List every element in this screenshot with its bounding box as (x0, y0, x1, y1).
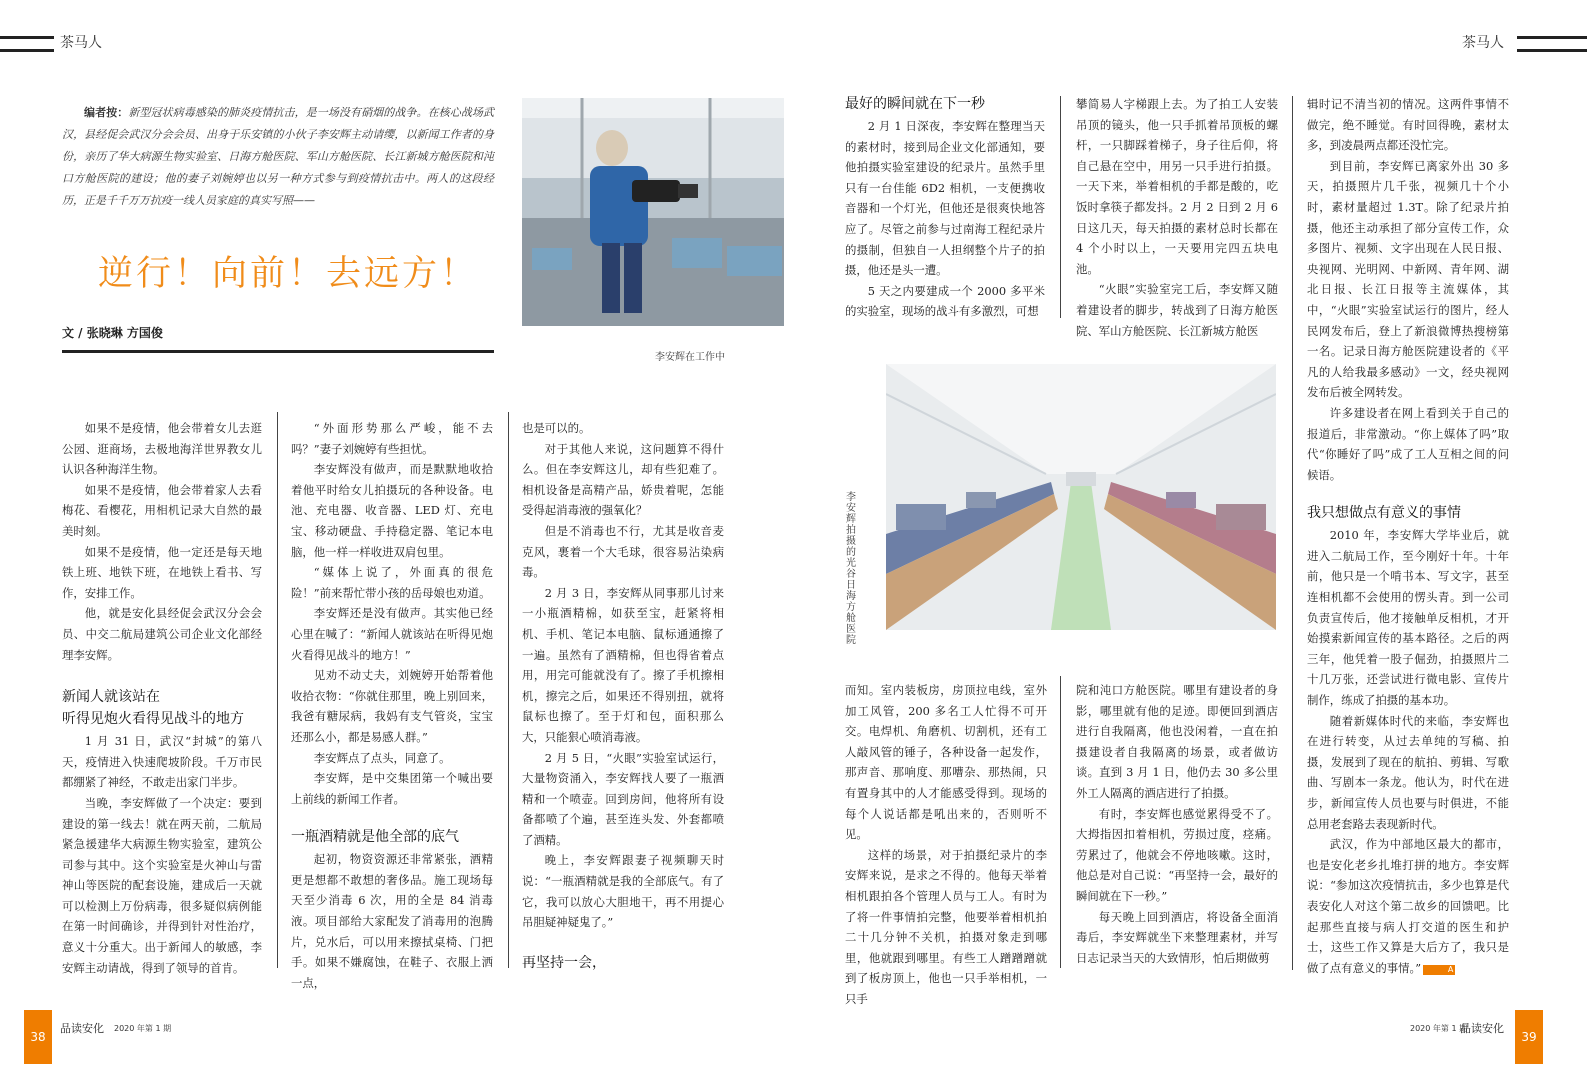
byline: 文 / 张晓琳 方国俊 (62, 326, 163, 340)
paragraph: 2 月 5 日，“火眼”实验室试运行，大量物资涌入，李安辉找人要了一瓶酒精和一个喷壶。回到房间，他将所有设备都喷了个遍，甚至连头发、外套都喷了酒精。 (522, 750, 724, 847)
section-label-left: 茶马人 (60, 35, 102, 51)
subheading: 最好的瞬间就在下一秒 (845, 96, 985, 112)
paragraph: 当晚，李安辉做了一个决定：要到建设的第一线去！就在两天前，二航局紧急援建华大病源生物实验室，建筑公司参与其中。这个实验室是火神山与雷神山等医院的配套设施，建成后一天就可以检测上万份病毒，很多疑似病例能在第一时间确诊，并得到针对性治疗，意义十分重大。出于新闻人的敏感，李安辉主动请战，得到了领导的首肯。 (62, 795, 262, 975)
paragraph: 随着新媒体时代的来临，李安辉也在进行转变，从过去单纯的写稿、拍摄，发展到了现在的航拍、剪辑、写歌曲、写剧本一条龙。他认为，时代在进步，新闻宣传人员也要与时俱进，不能总用老套路去表现新时代。 (1307, 713, 1509, 831)
column-2 (291, 418, 493, 993)
column-divider (508, 412, 509, 968)
paragraph: 2010 年，李安辉大学毕业后，就进入二航局工作，至今刚好十年。十年前，他只是一个啃书本、写文字，甚至连相机都不会使用的愣头青。到一公司负责宣传后，他才接触单反相机，才开始摸索新闻宣传的基本路径。之后的两三年，他凭着一股子倔劲，拍摄照片二十几万张，还尝试进行微电影、宣传片制作，练成了拍摄的基本功。 (1307, 528, 1509, 708)
headline: 逆行！向前！去远方！ (98, 254, 479, 294)
paragraph: 1 月 31 日，武汉“封城”的第八天，疫情进入快速爬坡阶段。千万市民都绷紧了神经，不敢走出家门半步。 (62, 734, 262, 790)
column-1 (62, 418, 262, 978)
paragraph: 但是不消毒也不行，尤其是收音麦克风，裹着一个大毛球，很容易沾染病毒。 (522, 523, 724, 580)
paragraph: 晚上，李安辉跟妻子视频聊天时说：“一瓶酒精就是我的全部底气。有了它，我可以放心大胆地干，再不用提心吊胆疑神疑鬼了。” (522, 853, 724, 930)
paragraph: 也是可以的。 (522, 421, 591, 435)
subheading-line1: 新闻人就该站在 (62, 689, 160, 706)
column-7 (845, 680, 1047, 1010)
subheading: 我只想做点有意义的事情 (1307, 505, 1461, 522)
paragraph: 对于其他人来说，这问题算不得什么。但在李安辉这儿，却有些犯难了。相机设备是高精产品，娇贵着呢，怎能受得起消毒液的强氧化？ (522, 441, 724, 518)
photo-photographer-at-work (522, 98, 784, 326)
paragraph: 如果不是疫情，他一定还是每天地铁上班、地铁下班，在地铁上看书、写作，安排工作。 (62, 544, 262, 600)
column-8 (1076, 680, 1278, 968)
column-5 (1076, 94, 1278, 341)
paragraph: 李安辉，是中交集团第一个喊出要上前线的新闻工作者。 (291, 771, 493, 806)
paragraph: 如果不是疫情，他会带着女儿去逛公园、逛商场，去极地海洋世界教女儿认识各种海洋生物。 (62, 421, 262, 477)
header-rule-right (1517, 36, 1587, 52)
paragraph: 2 月 1 日深夜，李安辉在整理当天的素材时，接到局企业文化部通知，要他拍摄实验室建设的纪录片。虽然手里只有一台佳能 6D2 相机，一支便携收音器和一个灯光，但他还是很爽快地答应了。尽管之前参与过南海工程纪录片的摄制，但独自一人担纲整个片子的拍摄，他还是头一遭。 (845, 119, 1045, 278)
paragraph: 李安辉还是没有做声。其实他已经心里在喊了：“新闻人就该站在听得见炮火看得见战斗的地方！” (291, 606, 493, 662)
paragraph: 院和沌口方舱医院。哪里有建设者的身影，哪里就有他的足迹。即便回到酒店进行自我隔离，他也没闲着，一直在拍摄建设者自我隔离的场景，或者做访谈。直到 3 月 1 日，他仍去 30 多公里外工人隔离的酒店进行了拍摄。 (1076, 683, 1278, 800)
paragraph: 5 天之内要建成一个 2000 多平米的实验室，现场的战斗有多激烈，可想 (845, 283, 1045, 319)
end-mark: A (1423, 965, 1455, 975)
mid-photo-caption: 李安辉拍摄的光谷日海方舱医院 (846, 492, 856, 646)
column-divider (1060, 96, 1061, 318)
paragraph: 到目前，李安辉已离家外出 30 多天，拍摄照片几千张，视频几十个小时，素材量超过 1.3T。除了纪录片拍摄，他还主动承担了部分宣传工作，众多图片、视频、文字出现在人民日报、央视网、光明网、中新网、青年网、湖北日报、长江日报等主流媒体，其中，“火眼”实验室试运行的图片，经人民网发布后，登上了新浪微博热搜榜第一名。记录日海方舱医院建设者的《平凡的人给我最多感动》一文，经央视网发布后被全网转发。 (1307, 158, 1509, 400)
paragraph: “火眼”实验室完工后，李安辉又随着建设者的脚步，转战到了日海方舱医院、军山方舱医院、长江新城方舱医 (1076, 282, 1278, 338)
top-photo-caption: 李安辉在工作中 (655, 352, 725, 363)
section-label-right: 茶马人 (1462, 35, 1504, 51)
page-number-left: 38 (24, 1010, 52, 1064)
paragraph: 许多建设者在网上看到关于自己的报道后，非常激动。“你上媒体了吗”取代“你睡好了吗”成了工人互相之间的问候语。 (1307, 405, 1509, 482)
column-divider (277, 412, 278, 968)
editor-note-text: 新型冠状病毒感染的肺炎疫情抗击，是一场没有硝烟的战争。在核心战场武汉，县经促会武汉分会会员、出身于乐安镇的小伙子李安辉主动请缨，以新闻工作者的身份，亲历了华大病源生物实验室、日海方舱医院、军山方舱医院、长江新城方舱医院和沌口方舱医院的建设；他的妻子刘婉婷也以另一种方式参与到疫情抗击中。两人的这段经历，正是千千万万抗疫一线人员家庭的真实写照—— (62, 106, 495, 207)
column-4 (845, 94, 1045, 322)
column-divider (1292, 96, 1293, 970)
paragraph (1307, 834, 1509, 978)
column-divider (1060, 676, 1061, 968)
column-3 (522, 418, 724, 975)
paragraph: 而知。室内装板房，房顶拉电线，室外加工风管，200 多名工人忙得不可开交。电焊机、角磨机、切割机，还有工人敲风管的锤子，各种设备一起发作，那声音、那响度、那嘈杂、那热闹，只有置身其中的人才能感受得到。现场的每个人说话都是吼出来的，否则听不见。 (845, 683, 1047, 842)
magazine-name-left: 品读安化 (60, 1022, 104, 1035)
issue-left: 2020 年第 1 期 (114, 1024, 172, 1033)
paragraph-text: 武汉，作为中部地区最大的都市，也是安化老乡扎堆打拼的地方。李安辉说：“参加这次疫情抗击，多少也算是代表安化人对这个第二故乡的回馈吧。比起那些直接与病人打交道的医生和护士，这些工作又算是大后方了，我只是做了点有意义的事情。” (1307, 837, 1509, 975)
paragraph: 每天晚上回到酒店，将设备全面消毒后，李安辉就坐下来整理素材，并写日志记录当天的大致情形，怕后期做剪 (1076, 909, 1278, 965)
paragraph: “外面形势那么严峻，能不去吗？”妻子刘婉婷有些担忧。 (291, 421, 493, 456)
photo-fangcang-hospital-ward (886, 364, 1276, 630)
paragraph: 攀简易人字梯跟上去。为了拍工人安装吊顶的镜头，他一只手抓着吊顶板的螺杆，一只脚踩着梯子，身子往后仰，将自己悬在空中，用另一只手进行拍摄。一天下来，举着相机的手都是酸的，吃饭时拿筷子都发抖。2 月 2 日到 2 月 6 日这几天，每天拍摄的素材总时长都在 4 个小时以上，一天要用完四五块电池。 (1076, 97, 1278, 276)
subheading: 再坚持一会， (522, 954, 606, 971)
paragraph: 2 月 3 日，李安辉从同事那儿讨来一小瓶酒精棉，如获至宝，赶紧将相机、手机、笔记本电脑、鼠标通通擦了一遍。虽然有了酒精棉，但也得省着点用，用完可能就没有了。擦了手机擦相机，擦完之后，如果还不得别扭，就将鼠标也擦了。至于灯和包，面积那么大，只能狠心喷消毒液。 (522, 585, 724, 744)
paragraph: 李安辉点了点头，同意了。 (313, 750, 451, 765)
paragraph: 起初，物资资源还非常紧张，酒精更是想都不敢想的奢侈品。施工现场每天至少消毒 6 次，用的全是 84 消毒液。项目部给大家配发了消毒用的泡腾片，兑水后，可以用来擦拭桌椅、门把手。如果不嫌腐蚀，在鞋子、衣服上洒一点， (291, 852, 493, 990)
subheading-line2: 听得见炮火看得见战斗的地方 (62, 711, 244, 728)
paragraph: “媒体上说了，外面真的很危险！”前来帮忙带小孩的岳母娘也劝道。 (291, 565, 493, 600)
byline-rule (62, 350, 494, 353)
paragraph: 辑时记不清当初的情况。这两件事情不做完，绝不睡觉。有时回得晚，素材太多，到凌晨两点都还没忙完。 (1307, 97, 1509, 153)
subheading: 一瓶酒精就是他全部的底气 (291, 829, 459, 846)
paragraph: 他，就是安化县经促会武汉分会会员、中交二航局建筑公司企业文化部经理李安辉。 (62, 606, 262, 662)
issue-right: 2020 年第 1 期 (1410, 1024, 1468, 1033)
paragraph: 见劝不动丈夫，刘婉婷开始帮着他收拾衣物：“你就住那里，晚上别回来，我爸有糖尿病，我妈有支气管炎，宝宝还那么小，都是易感人群。” (291, 668, 493, 744)
magazine-name-right: 品读安化 (1460, 1022, 1504, 1035)
paragraph: 有时，李安辉也感觉累得受不了。大拇指因扣着相机，劳损过度，痉痛。劳累过了，他就会不停地咳嗽。这时，他总是对自己说：“再坚持一会，最好的瞬间就在下一秒。” (1076, 806, 1278, 903)
column-6 (1307, 94, 1509, 978)
editor-note (62, 102, 494, 212)
editor-note-label: 编者按： (84, 106, 129, 119)
paragraph: 这样的场景，对于拍摄纪录片的李安辉来说，是求之不得的。他每天举着相机跟拍各个管理人员与工人。有时为了将一件事情拍完整，他要举着相机拍二十几分钟不关机，拍摄对象走到哪里，他就跟到哪里。有些工人蹭蹭蹭就到了板房顶上，他也一只手举相机，一只手 (845, 847, 1047, 1006)
paragraph: 如果不是疫情，他会带着家人去看梅花、看樱花，用相机记录大自然的最美时刻。 (62, 482, 262, 538)
page-number-right: 39 (1515, 1010, 1543, 1064)
paragraph: 李安辉没有做声，而是默默地收拾着他平时给女儿拍摄玩的各种设备。电池、充电器、收音器、LED 灯、充电宝、移动硬盘、手持稳定器、笔记本电脑，他一样一样收进双肩包里。 (291, 462, 493, 559)
header-rule-left (0, 36, 54, 52)
